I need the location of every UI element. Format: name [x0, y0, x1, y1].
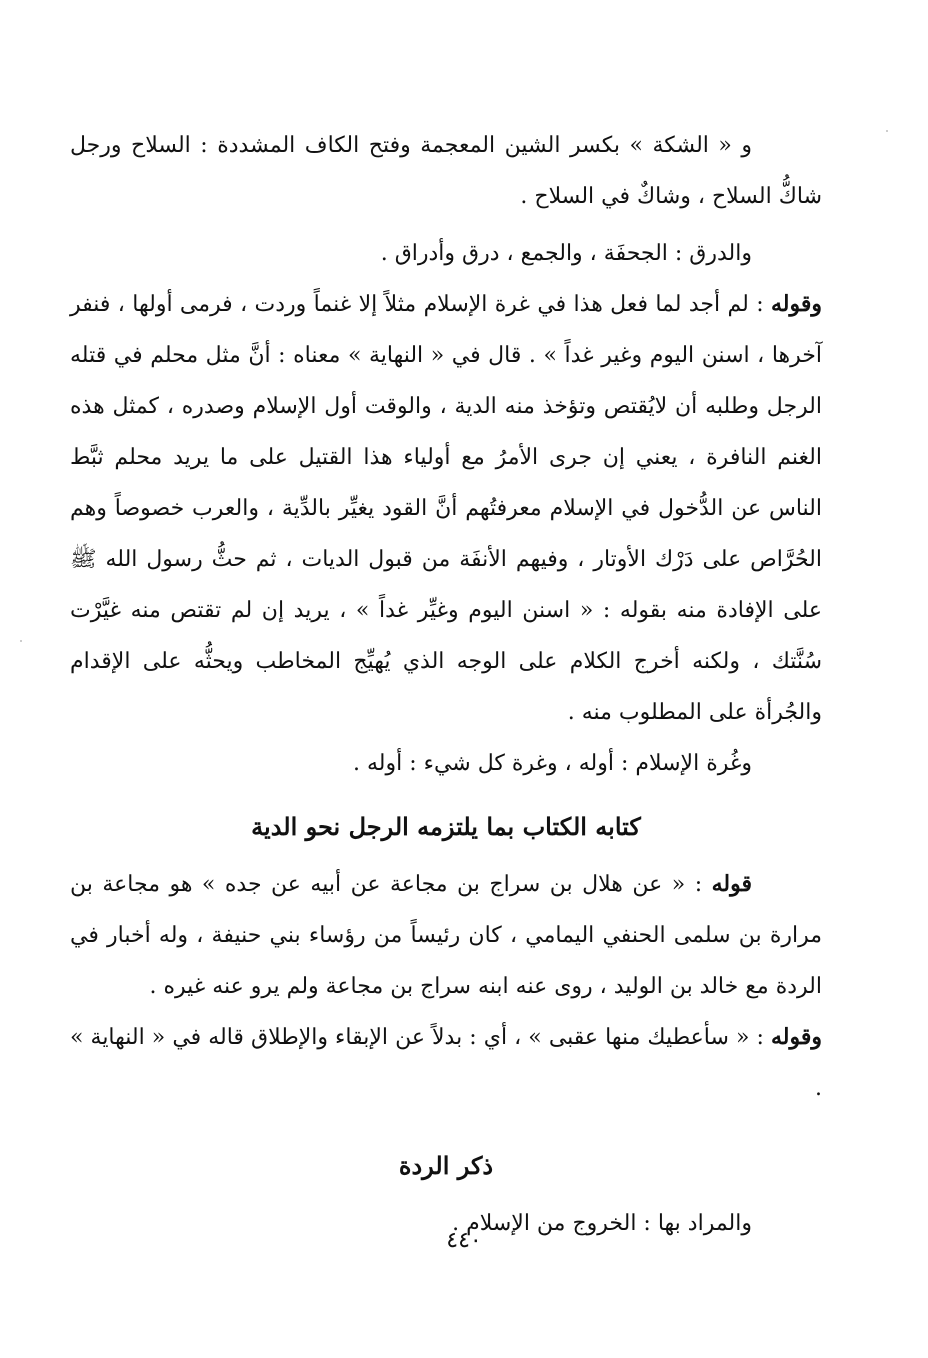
- paragraph-ghurrat-commentary: [70, 279, 822, 738]
- paragraph-text: و « الشكة » بكسر الشين المعجمة وفتح الكاف المشددة : السلاح ورجل شاكُّ السلاح ، وشاكٌ في السلاح .: [70, 133, 822, 209]
- section-heading-ridda: ذكر الردة: [398, 1151, 494, 1180]
- paragraph-daraq: [70, 228, 822, 279]
- paragraph-text: : « سأعطيك منها عقبى » ، أي : بدلاً عن الإبقاء والإطلاق قاله في « النهاية » .: [70, 1025, 822, 1101]
- paragraph-text: : « عن هلال بن سراج بن مجاعة عن أبيه عن جده » هو مجاعة بن مرارة بن سلمى الحنفي اليمامي ، كان رئيساً من رؤساء بني حنيفة ، وله أخبار في الردة مع خالد بن الوليد ، روى عنه ابنه سراج بن مجاعة ولم يرو عنه غيره .: [70, 872, 822, 999]
- page-body: [70, 120, 822, 1249]
- paragraph-text: وغُرة الإسلام : أوله ، وغرة كل شيء : أوله .: [353, 751, 752, 776]
- page-number: ٤٤٠: [446, 1228, 482, 1253]
- paragraph-ghurra-definition: [70, 738, 822, 789]
- paragraph-text: والمراد بها : الخروج من الإسلام .: [452, 1211, 752, 1236]
- scan-speck: [20, 640, 22, 642]
- paragraph-text: : لم أجد لما فعل هذا في غرة الإسلام مثلاً إلا غنماً وردت ، فرمى أولها ، فنفر آخرها ، اسنن اليوم وغير غداً » . قال في « النهاية » معناه : أنَّ مثل محلم في قتله الرجل وطلبه أن لايُقتص وتؤخذ منه الدية ، والوقت أول الإسلام وصدره ، كمثل هذه الغنم النافرة ، يعني إن جرى الأمرُ مع أولياء هذا القتيل على ما يريد محلم ثبَّط الناس عن الدُّخول في الإسلام معرفتُهم أنَّ القود يغيِّر بالدِّية ، والعرب خصوصاً وهم الحُرَّاص على دَرْك الأوتار ، وفيهم الأنفَة من قبول الديات ، ثم حثُّ رسول الله ﷺ على الإفادة منه بقوله : « اسنن اليوم وغيِّر غداً » ، يريد إن لم تقتص منه غيَّرْت سُنَّتك ، ولكنه أخرج الكلام على الوجه الذي يُهيِّج المخاطب ويحثُّه على الإقدام والجُرأة على المطلوب منه .: [70, 292, 822, 725]
- paragraph-lead: قوله: [711, 871, 752, 897]
- section-heading-diya: كتابه الكتاب بما يلتزمه الرجل نحو الدية: [251, 812, 641, 841]
- paragraph-text: والدرق : الجحفَة ، والجمع ، درق وأدراق .: [380, 241, 752, 266]
- paragraph-lead: وقوله: [770, 291, 822, 317]
- paragraph-shikka: [70, 120, 822, 222]
- paragraph-lead: وقوله: [770, 1024, 822, 1050]
- paragraph-uqba: [70, 1012, 822, 1114]
- paragraph-hilal: [70, 859, 822, 1012]
- scan-speck: [886, 130, 888, 132]
